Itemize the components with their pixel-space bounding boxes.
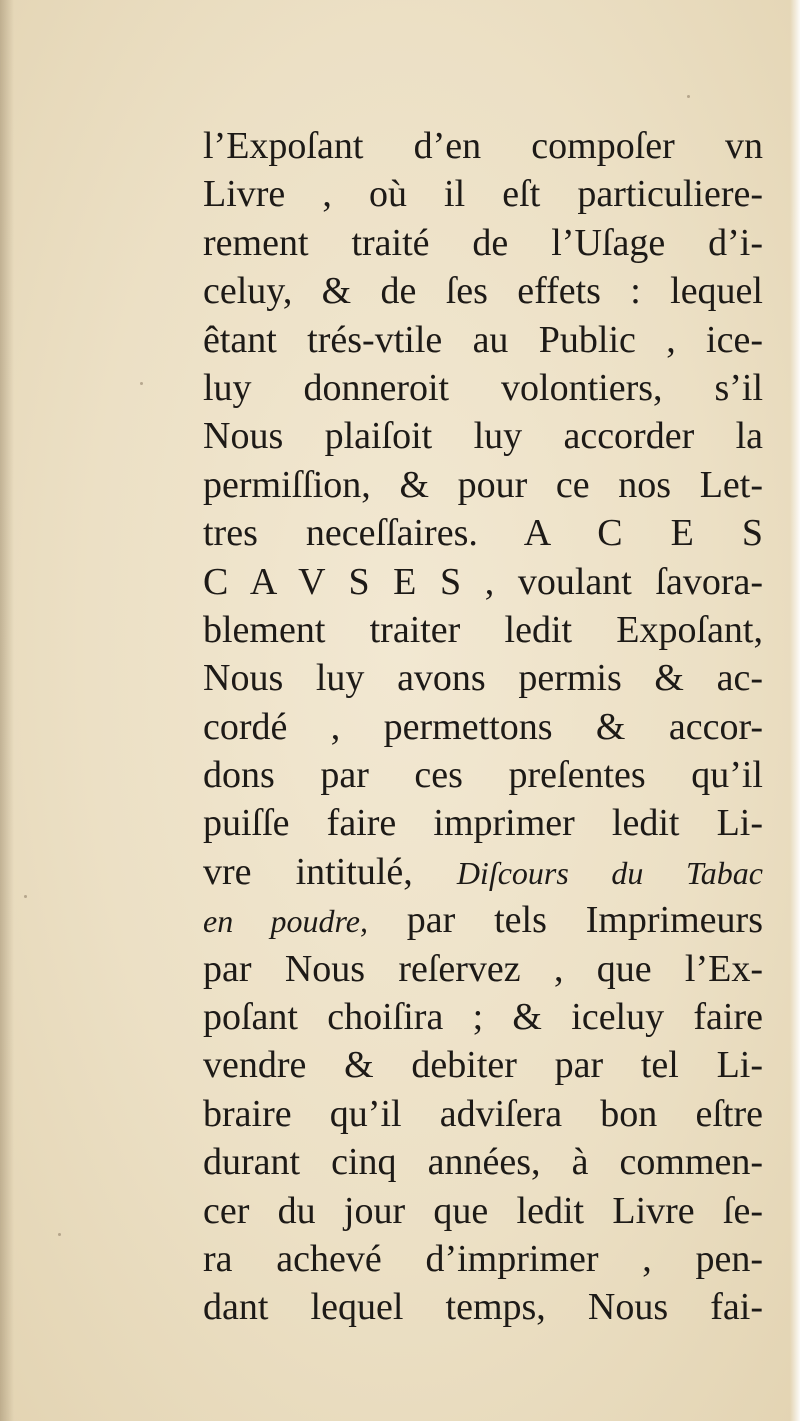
- text-line: l’Expoſant d’en compoſer vn: [203, 125, 763, 167]
- text-line: permiſſion, & pour ce nos Let-: [203, 463, 763, 506]
- text-line: par Nous reſervez , que l’Ex-: [203, 947, 763, 990]
- text-line: puiſſe faire imprimer ledit Li-: [203, 802, 763, 845]
- text-line: durant cinq années, à commen-: [203, 1141, 763, 1184]
- text-fragment: vre intitulé,: [203, 850, 413, 893]
- text-line: cordé , permettons & accor-: [203, 705, 763, 748]
- text-line: cer du jour que ledit Livre ſe-: [203, 1189, 763, 1232]
- text-line-with-title: [203, 896, 763, 944]
- text-line: braire qu’il adviſera bon eſtre: [203, 1092, 763, 1135]
- text-line: Nous luy avons permis & ac-: [203, 657, 763, 700]
- paper-speck: [140, 382, 143, 385]
- paper-speck: [58, 1233, 61, 1236]
- text-line: Livre , où il eſt particuliere-: [203, 173, 763, 216]
- text-fragment: par tels Imprimeurs: [406, 899, 763, 942]
- text-line: rement traité de l’Uſage d’i-: [203, 221, 763, 264]
- text-line: blement traiter ledit Expoſant,: [203, 608, 763, 651]
- text-line: C A V S E S , voulant ſavora-: [203, 560, 763, 603]
- text-line: ra achevé d’imprimer , pen-: [203, 1237, 763, 1280]
- book-title-part: Diſcours du Tabac: [456, 854, 763, 891]
- text-line: êtant trés-vtile au Public , ice-: [203, 318, 763, 361]
- text-line: dons par ces preſentes qu’il: [203, 754, 763, 797]
- text-line: vendre & debiter par tel Li-: [203, 1044, 763, 1087]
- text-line: Nous plaiſoit luy accorder la: [203, 415, 763, 458]
- text-line: poſant choiſira ; & iceluy faire: [203, 996, 763, 1039]
- paper-speck: [24, 895, 27, 898]
- text-line-with-title: [203, 848, 763, 896]
- text-line: celuy, & de ſes effets : lequel: [203, 270, 763, 313]
- paper-speck: [687, 95, 690, 98]
- book-title-part: en poudre,: [203, 903, 368, 940]
- text-line: dant lequel temps, Nous fai-: [203, 1286, 763, 1329]
- text-line: tres neceſſaires. A C E S: [203, 512, 763, 555]
- text-block: [203, 122, 763, 1332]
- text-line: luy donneroit volontiers, s’il: [203, 366, 763, 409]
